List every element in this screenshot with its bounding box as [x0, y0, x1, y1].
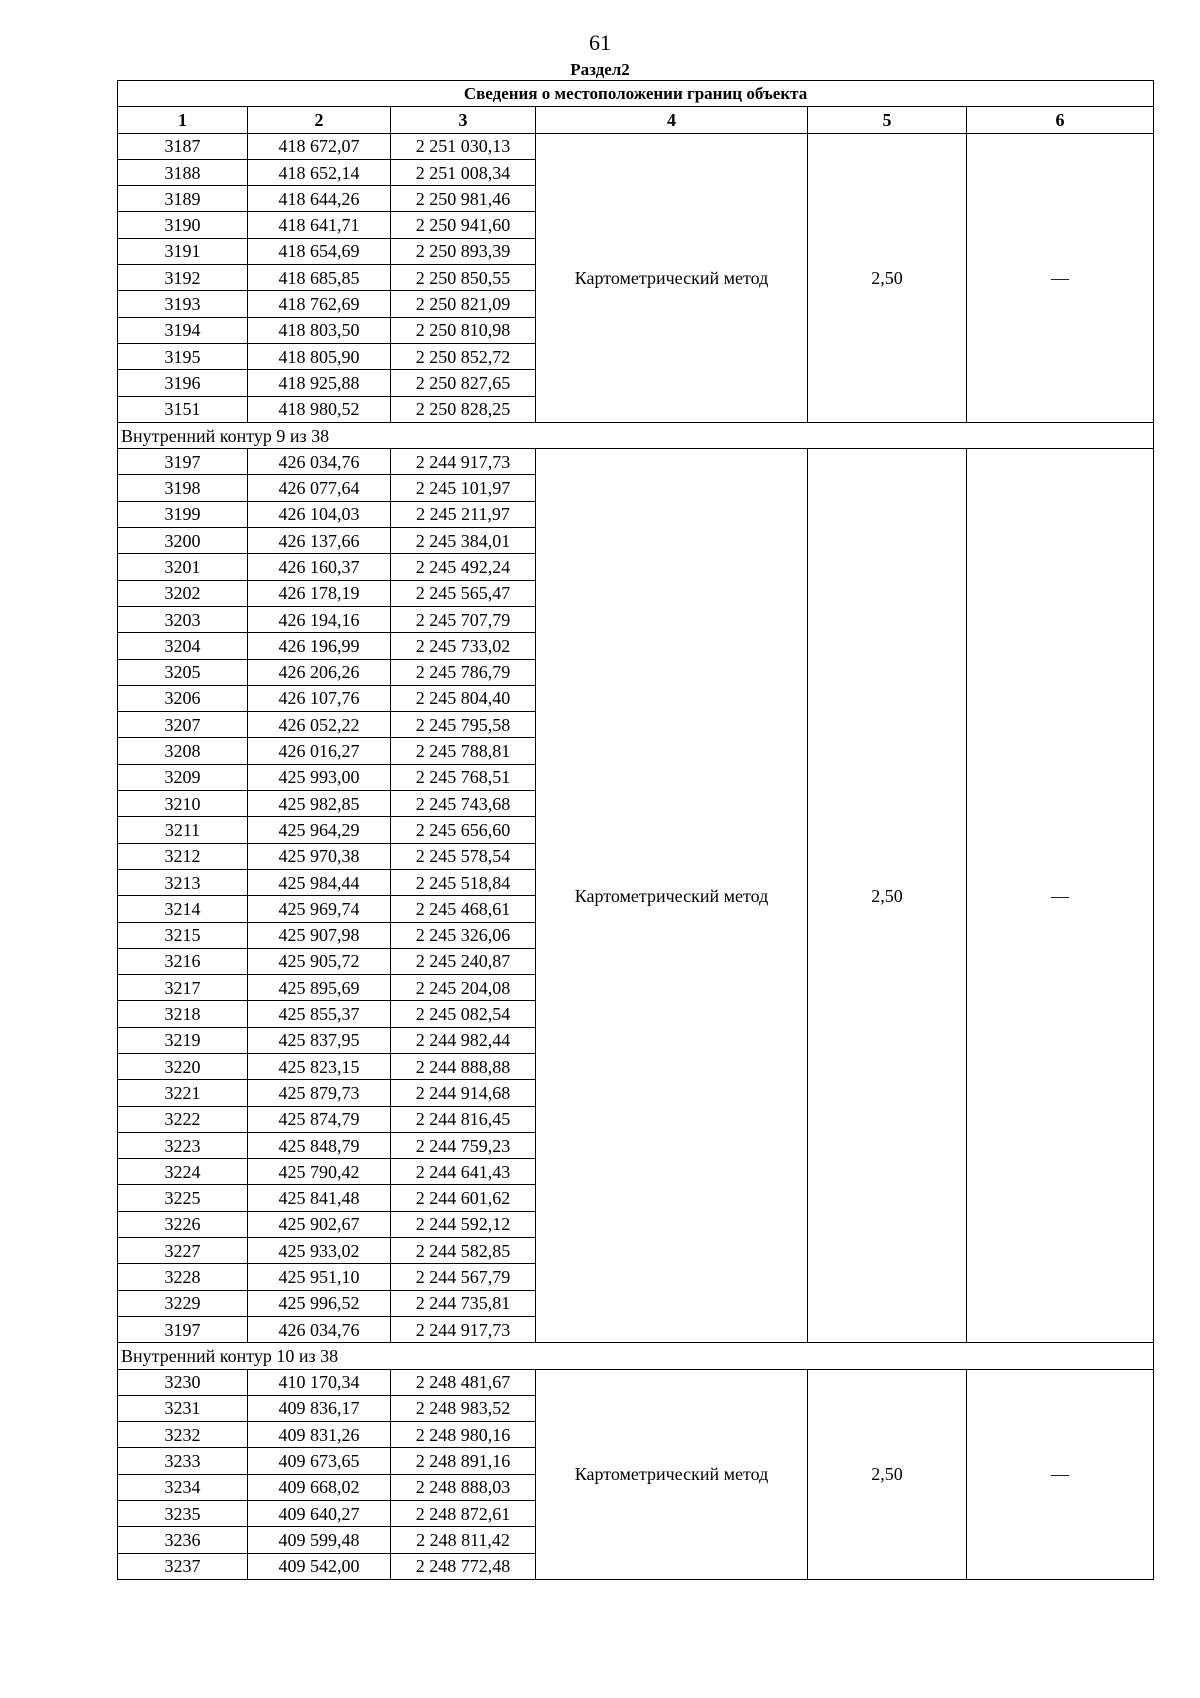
x-coordinate-cell: 409 599,48 — [248, 1527, 391, 1553]
x-coordinate-cell: 425 790,42 — [248, 1159, 391, 1185]
point-number-cell: 3199 — [118, 501, 248, 527]
x-coordinate-cell: 410 170,34 — [248, 1369, 391, 1395]
point-number-cell: 3209 — [118, 764, 248, 790]
point-number-cell: 3230 — [118, 1369, 248, 1395]
y-coordinate-cell: 2 248 772,48 — [391, 1553, 536, 1579]
point-number-cell: 3220 — [118, 1053, 248, 1079]
x-coordinate-cell: 426 206,26 — [248, 659, 391, 685]
x-coordinate-cell: 425 982,85 — [248, 791, 391, 817]
y-coordinate-cell: 2 245 804,40 — [391, 685, 536, 711]
page-number: 61 — [589, 30, 611, 55]
x-coordinate-cell: 425 964,29 — [248, 817, 391, 843]
x-coordinate-cell: 426 194,16 — [248, 606, 391, 632]
accuracy-cell: 2,50 — [808, 1369, 967, 1579]
point-number-cell: 3223 — [118, 1132, 248, 1158]
point-number-cell: 3215 — [118, 922, 248, 948]
point-number-cell: 3188 — [118, 159, 248, 185]
y-coordinate-cell: 2 245 240,87 — [391, 948, 536, 974]
column-header: 6 — [967, 107, 1154, 133]
boundary-coordinates-table — [117, 80, 1154, 1580]
table-row — [118, 133, 1154, 159]
x-coordinate-cell: 425 874,79 — [248, 1106, 391, 1132]
point-number-cell: 3190 — [118, 212, 248, 238]
point-number-cell: 3237 — [118, 1553, 248, 1579]
y-coordinate-cell: 2 244 759,23 — [391, 1132, 536, 1158]
y-coordinate-cell: 2 244 888,88 — [391, 1053, 536, 1079]
description-cell: — — [967, 449, 1154, 1343]
x-coordinate-cell: 425 984,44 — [248, 869, 391, 895]
point-number-cell: 3204 — [118, 633, 248, 659]
point-number-cell: 3229 — [118, 1290, 248, 1316]
point-number-cell: 3226 — [118, 1211, 248, 1237]
y-coordinate-cell: 2 248 888,03 — [391, 1474, 536, 1500]
column-header: 2 — [248, 107, 391, 133]
y-coordinate-cell: 2 245 565,47 — [391, 580, 536, 606]
point-number-cell: 3227 — [118, 1238, 248, 1264]
x-coordinate-cell: 426 034,76 — [248, 449, 391, 475]
point-number-cell: 3212 — [118, 843, 248, 869]
column-header-row — [118, 107, 1154, 133]
point-number-cell: 3198 — [118, 475, 248, 501]
y-coordinate-cell: 2 250 850,55 — [391, 265, 536, 291]
x-coordinate-cell: 425 879,73 — [248, 1080, 391, 1106]
y-coordinate-cell: 2 248 481,67 — [391, 1369, 536, 1395]
x-coordinate-cell: 425 905,72 — [248, 948, 391, 974]
point-number-cell: 3195 — [118, 343, 248, 369]
accuracy-cell: 2,50 — [808, 133, 967, 422]
point-number-cell: 3208 — [118, 738, 248, 764]
y-coordinate-cell: 2 244 735,81 — [391, 1290, 536, 1316]
y-coordinate-cell: 2 250 828,25 — [391, 396, 536, 422]
x-coordinate-cell: 426 196,99 — [248, 633, 391, 659]
point-number-cell: 3197 — [118, 449, 248, 475]
y-coordinate-cell: 2 244 917,73 — [391, 449, 536, 475]
y-coordinate-cell: 2 245 518,84 — [391, 869, 536, 895]
y-coordinate-cell: 2 248 891,16 — [391, 1448, 536, 1474]
y-coordinate-cell: 2 244 641,43 — [391, 1159, 536, 1185]
y-coordinate-cell: 2 245 384,01 — [391, 528, 536, 554]
section-title: Раздел2 — [570, 60, 630, 79]
point-number-cell: 3210 — [118, 791, 248, 817]
y-coordinate-cell: 2 245 788,81 — [391, 738, 536, 764]
column-header: 3 — [391, 107, 536, 133]
y-coordinate-cell: 2 250 981,46 — [391, 186, 536, 212]
x-coordinate-cell: 409 836,17 — [248, 1395, 391, 1421]
point-number-cell: 3235 — [118, 1501, 248, 1527]
y-coordinate-cell: 2 244 582,85 — [391, 1238, 536, 1264]
y-coordinate-cell: 2 244 567,79 — [391, 1264, 536, 1290]
contour-row — [118, 422, 1154, 448]
description-cell: — — [967, 1369, 1154, 1579]
description-cell: — — [967, 133, 1154, 422]
point-number-cell: 3202 — [118, 580, 248, 606]
y-coordinate-cell: 2 244 601,62 — [391, 1185, 536, 1211]
x-coordinate-cell: 418 762,69 — [248, 291, 391, 317]
y-coordinate-cell: 2 244 816,45 — [391, 1106, 536, 1132]
y-coordinate-cell: 2 248 980,16 — [391, 1422, 536, 1448]
point-number-cell: 3224 — [118, 1159, 248, 1185]
x-coordinate-cell: 425 837,95 — [248, 1027, 391, 1053]
point-number-cell: 3187 — [118, 133, 248, 159]
y-coordinate-cell: 2 244 982,44 — [391, 1027, 536, 1053]
y-coordinate-cell: 2 245 082,54 — [391, 1001, 536, 1027]
table-caption: Сведения о местоположении границ объекта — [118, 81, 1154, 107]
y-coordinate-cell: 2 250 810,98 — [391, 317, 536, 343]
x-coordinate-cell: 425 902,67 — [248, 1211, 391, 1237]
contour-label: Внутренний контур 9 из 38 — [118, 422, 1154, 448]
x-coordinate-cell: 426 104,03 — [248, 501, 391, 527]
point-number-cell: 3200 — [118, 528, 248, 554]
point-number-cell: 3228 — [118, 1264, 248, 1290]
x-coordinate-cell: 418 803,50 — [248, 317, 391, 343]
x-coordinate-cell: 425 907,98 — [248, 922, 391, 948]
y-coordinate-cell: 2 245 211,97 — [391, 501, 536, 527]
y-coordinate-cell: 2 248 872,61 — [391, 1501, 536, 1527]
y-coordinate-cell: 2 244 914,68 — [391, 1080, 536, 1106]
point-number-cell: 3216 — [118, 948, 248, 974]
y-coordinate-cell: 2 244 917,73 — [391, 1316, 536, 1342]
x-coordinate-cell: 409 640,27 — [248, 1501, 391, 1527]
point-number-cell: 3192 — [118, 265, 248, 291]
x-coordinate-cell: 426 034,76 — [248, 1316, 391, 1342]
point-number-cell: 3196 — [118, 370, 248, 396]
accuracy-cell: 2,50 — [808, 449, 967, 1343]
x-coordinate-cell: 409 673,65 — [248, 1448, 391, 1474]
y-coordinate-cell: 2 250 827,65 — [391, 370, 536, 396]
x-coordinate-cell: 418 685,85 — [248, 265, 391, 291]
point-number-cell: 3189 — [118, 186, 248, 212]
point-number-cell: 3221 — [118, 1080, 248, 1106]
y-coordinate-cell: 2 245 101,97 — [391, 475, 536, 501]
point-number-cell: 3213 — [118, 869, 248, 895]
y-coordinate-cell: 2 248 983,52 — [391, 1395, 536, 1421]
y-coordinate-cell: 2 250 941,60 — [391, 212, 536, 238]
x-coordinate-cell: 425 855,37 — [248, 1001, 391, 1027]
x-coordinate-cell: 425 841,48 — [248, 1185, 391, 1211]
point-number-cell: 3193 — [118, 291, 248, 317]
point-number-cell: 3207 — [118, 712, 248, 738]
point-number-cell: 3234 — [118, 1474, 248, 1500]
point-number-cell: 3217 — [118, 975, 248, 1001]
point-number-cell: 3219 — [118, 1027, 248, 1053]
y-coordinate-cell: 2 245 468,61 — [391, 896, 536, 922]
x-coordinate-cell: 426 052,22 — [248, 712, 391, 738]
point-number-cell: 3222 — [118, 1106, 248, 1132]
column-header: 4 — [536, 107, 808, 133]
column-header: 5 — [808, 107, 967, 133]
x-coordinate-cell: 425 933,02 — [248, 1238, 391, 1264]
y-coordinate-cell: 2 251 030,13 — [391, 133, 536, 159]
x-coordinate-cell: 425 951,10 — [248, 1264, 391, 1290]
y-coordinate-cell: 2 248 811,42 — [391, 1527, 536, 1553]
x-coordinate-cell: 409 542,00 — [248, 1553, 391, 1579]
y-coordinate-cell: 2 244 592,12 — [391, 1211, 536, 1237]
method-cell: Картометрический метод — [536, 449, 808, 1343]
x-coordinate-cell: 425 996,52 — [248, 1290, 391, 1316]
table-body — [118, 133, 1154, 1579]
y-coordinate-cell: 2 251 008,34 — [391, 159, 536, 185]
y-coordinate-cell: 2 245 656,60 — [391, 817, 536, 843]
y-coordinate-cell: 2 250 893,39 — [391, 238, 536, 264]
x-coordinate-cell: 426 107,76 — [248, 685, 391, 711]
y-coordinate-cell: 2 245 204,08 — [391, 975, 536, 1001]
point-number-cell: 3191 — [118, 238, 248, 264]
y-coordinate-cell: 2 245 492,24 — [391, 554, 536, 580]
point-number-cell: 3151 — [118, 396, 248, 422]
y-coordinate-cell: 2 245 743,68 — [391, 791, 536, 817]
x-coordinate-cell: 425 895,69 — [248, 975, 391, 1001]
x-coordinate-cell: 418 644,26 — [248, 186, 391, 212]
x-coordinate-cell: 418 980,52 — [248, 396, 391, 422]
x-coordinate-cell: 418 654,69 — [248, 238, 391, 264]
x-coordinate-cell: 425 970,38 — [248, 843, 391, 869]
y-coordinate-cell: 2 245 578,54 — [391, 843, 536, 869]
y-coordinate-cell: 2 245 795,58 — [391, 712, 536, 738]
point-number-cell: 3231 — [118, 1395, 248, 1421]
x-coordinate-cell: 425 848,79 — [248, 1132, 391, 1158]
x-coordinate-cell: 409 831,26 — [248, 1422, 391, 1448]
contour-row — [118, 1343, 1154, 1369]
x-coordinate-cell: 425 823,15 — [248, 1053, 391, 1079]
y-coordinate-cell: 2 245 733,02 — [391, 633, 536, 659]
point-number-cell: 3201 — [118, 554, 248, 580]
y-coordinate-cell: 2 245 768,51 — [391, 764, 536, 790]
x-coordinate-cell: 426 160,37 — [248, 554, 391, 580]
y-coordinate-cell: 2 250 852,72 — [391, 343, 536, 369]
y-coordinate-cell: 2 245 707,79 — [391, 606, 536, 632]
y-coordinate-cell: 2 245 326,06 — [391, 922, 536, 948]
point-number-cell: 3197 — [118, 1316, 248, 1342]
point-number-cell: 3232 — [118, 1422, 248, 1448]
table-row — [118, 449, 1154, 475]
point-number-cell: 3218 — [118, 1001, 248, 1027]
y-coordinate-cell: 2 250 821,09 — [391, 291, 536, 317]
x-coordinate-cell: 418 652,14 — [248, 159, 391, 185]
x-coordinate-cell: 409 668,02 — [248, 1474, 391, 1500]
x-coordinate-cell: 426 016,27 — [248, 738, 391, 764]
contour-label: Внутренний контур 10 из 38 — [118, 1343, 1154, 1369]
point-number-cell: 3206 — [118, 685, 248, 711]
method-cell: Картометрический метод — [536, 1369, 808, 1579]
x-coordinate-cell: 426 178,19 — [248, 580, 391, 606]
point-number-cell: 3194 — [118, 317, 248, 343]
method-cell: Картометрический метод — [536, 133, 808, 422]
x-coordinate-cell: 425 969,74 — [248, 896, 391, 922]
point-number-cell: 3225 — [118, 1185, 248, 1211]
point-number-cell: 3205 — [118, 659, 248, 685]
column-header: 1 — [118, 107, 248, 133]
x-coordinate-cell: 426 077,64 — [248, 475, 391, 501]
point-number-cell: 3236 — [118, 1527, 248, 1553]
y-coordinate-cell: 2 245 786,79 — [391, 659, 536, 685]
point-number-cell: 3211 — [118, 817, 248, 843]
x-coordinate-cell: 418 641,71 — [248, 212, 391, 238]
x-coordinate-cell: 425 993,00 — [248, 764, 391, 790]
point-number-cell: 3233 — [118, 1448, 248, 1474]
x-coordinate-cell: 426 137,66 — [248, 528, 391, 554]
table-row — [118, 1369, 1154, 1395]
point-number-cell: 3203 — [118, 606, 248, 632]
point-number-cell: 3214 — [118, 896, 248, 922]
x-coordinate-cell: 418 925,88 — [248, 370, 391, 396]
x-coordinate-cell: 418 805,90 — [248, 343, 391, 369]
x-coordinate-cell: 418 672,07 — [248, 133, 391, 159]
